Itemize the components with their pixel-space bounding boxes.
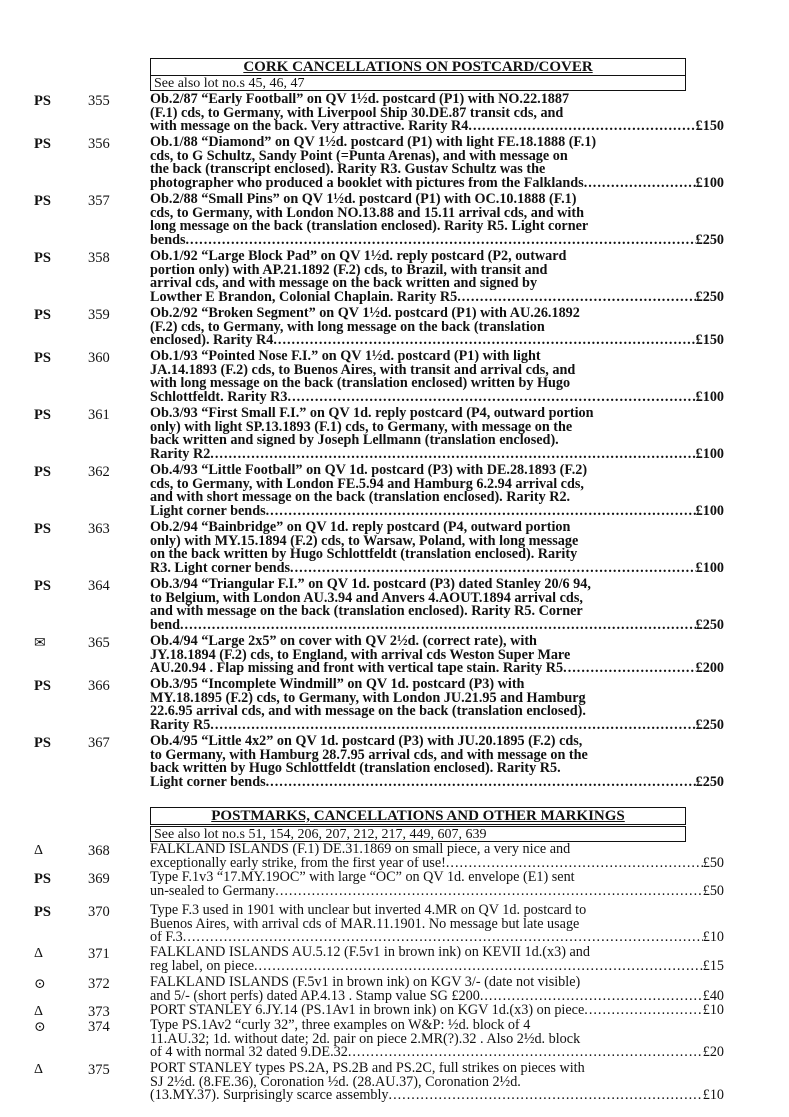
description-line: Ob.3/95 “Incomplete Windmill” on QV 1d. postcard (P3) with — [150, 678, 525, 692]
description-line: to Belgium, with London AU.3.94 and Anvers 4.AOUT.1894 arrival cds, — [150, 591, 583, 605]
lot-code: PS — [34, 871, 51, 887]
lot-price: £10 — [702, 931, 724, 945]
lot-description — [150, 1019, 724, 1060]
lot-code: PS — [34, 904, 51, 920]
leader-dots — [210, 719, 695, 733]
description-line: Ob.2/88 “Small Pins” on QV 1½d. postcard (P1) with OC.10.1888 (F.1) — [150, 193, 577, 207]
lot-price: £200 — [695, 662, 724, 676]
lot-number: 374 — [88, 1019, 110, 1035]
lot-description — [150, 521, 724, 575]
lot-symbol-icon: ✉ — [34, 636, 46, 651]
lot-description — [150, 635, 724, 676]
description-line: (13.MY.37). Surprisingly scarce assembly — [150, 1089, 389, 1103]
lot-symbol-icon: Δ — [34, 946, 44, 961]
lot-number: 359 — [88, 307, 110, 323]
description-line: and with message on the back (translation enclosed). Rarity R5. Corner — [150, 605, 583, 619]
description-line: bends — [150, 233, 186, 247]
description-line: exceptionally early strike, from the first year of use! — [150, 856, 446, 870]
lot-number: 365 — [88, 635, 110, 651]
description-line: 22.6.95 arrival cds, and with message on the back (translation enclosed). — [150, 705, 586, 719]
description-line: Light corner bends — [150, 775, 266, 789]
description-line: of 4 with normal 32 dated 9.DE.32 — [150, 1046, 348, 1060]
description-line: JY.18.1894 (F.2) cds, to England, with arrival cds Weston Super Mare — [150, 648, 571, 662]
description-line: Ob.1/92 “Large Block Pad” on QV 1½d. reply postcard (P2, outward — [150, 250, 567, 264]
lot-description — [150, 578, 724, 632]
leader-dots — [180, 619, 696, 633]
lot-price: £15 — [702, 959, 724, 973]
description-line: cds, to Germany, with London FE.5.94 and Hamburg 6.2.94 arrival cds, — [150, 477, 584, 491]
lot-description — [150, 1062, 724, 1103]
lot-number: 368 — [88, 843, 110, 859]
leader-dots — [186, 234, 696, 248]
lot-code: PS — [34, 464, 51, 480]
lot-description — [150, 350, 724, 404]
leader-dots — [584, 1004, 702, 1018]
leader-dots — [290, 562, 696, 576]
lot-description — [150, 193, 724, 247]
description-line: Light corner bends — [150, 504, 266, 518]
lot-price: £50 — [702, 856, 724, 870]
lot-code: PS — [34, 136, 51, 152]
lot-price: £40 — [702, 989, 724, 1003]
lot-description — [150, 678, 724, 732]
description-line: Ob.3/93 “First Small F.I.” on QV 1d. reply postcard (P4, outward portion — [150, 407, 594, 421]
leader-dots — [563, 662, 695, 676]
lot-price: £100 — [695, 561, 724, 575]
lot-description — [150, 250, 724, 304]
description-line: back written by Hugo Schlottfeldt (translation enclosed). Rarity R5. — [150, 762, 561, 776]
description-line: long message on the back (translation enclosed). Rarity R5. Light corner — [150, 220, 589, 234]
lot-price: £250 — [695, 290, 724, 304]
description-line: and with short message on the back (translation enclosed). Rarity R2. — [150, 491, 571, 505]
lot-price: £100 — [695, 176, 724, 190]
description-line: Ob.1/88 “Diamond” on QV 1½d. postcard (P1) with light FE.18.1888 (F.1) — [150, 136, 597, 150]
lot-number: 369 — [88, 871, 110, 887]
description-line: Rarity R2 — [150, 447, 211, 461]
description-line: only) with MY.15.1894 (F.2) cds, to Warsaw, Poland, with long message — [150, 534, 579, 548]
description-line: cds, to G Schultz, Sandy Point (=Punta Arenas), and with message on — [150, 149, 568, 163]
description-line: portion only) with AP.21.1892 (F.2) cds, to Brazil, with transit and — [150, 263, 548, 277]
lot-price: £250 — [695, 775, 724, 789]
description-line: only) with light SP.13.1893 (F.1) cds, to Germany, with message on the — [150, 420, 573, 434]
lot-price: £100 — [695, 504, 724, 518]
lot-description — [150, 976, 724, 1003]
leader-dots — [480, 990, 703, 1004]
lot-price: £250 — [695, 233, 724, 247]
description-line: bend — [150, 618, 180, 632]
description-line: cds, to Germany, with London NO.13.88 and 15.11 arrival cds, and with — [150, 206, 584, 220]
description-line: FALKLAND ISLANDS AU.5.12 (F.5v1 in brown ink) on KEVII 1d.(x3) and — [150, 946, 590, 960]
description-line: Ob.2/92 “Broken Segment” on QV 1½d. postcard (P1) with AU.26.1892 — [150, 307, 580, 321]
lot-price: £250 — [695, 718, 724, 732]
lot-symbol-icon: ⊙ — [34, 1020, 46, 1035]
lot-number: 356 — [88, 136, 110, 152]
leader-dots — [584, 177, 696, 191]
lot-symbol-icon: Δ — [34, 1004, 44, 1019]
leader-dots — [446, 857, 703, 871]
lot-number: 361 — [88, 407, 110, 423]
lot-price: £100 — [695, 390, 724, 404]
lot-price: £20 — [702, 1046, 724, 1060]
see-also-postmarks: See also lot no.s 51, 154, 206, 207, 212, 217, 449, 607, 639 — [150, 826, 686, 842]
leader-dots — [266, 505, 696, 519]
lot-price: £100 — [695, 447, 724, 461]
description-line: Type PS.1Av2 “curly 32”, three examples on W&P: ½d. block of 4 — [150, 1019, 531, 1033]
lot-description — [150, 136, 724, 190]
description-line: arrival cds, and with message on the back written and signed by — [150, 277, 538, 291]
description-line: R3. Light corner bends — [150, 561, 291, 575]
lot-number: 373 — [88, 1004, 110, 1020]
description-line: PORT STANLEY types PS.2A, PS.2B and PS.2C, full strikes on pieces with — [150, 1062, 585, 1076]
lot-number: 366 — [88, 678, 110, 694]
lot-number: 360 — [88, 350, 110, 366]
description-line: Schlottfeldt. Rarity R3 — [150, 390, 288, 404]
lot-description — [150, 307, 724, 348]
description-line: (F.1) cds, to Germany, with Liverpool Ship 30.DE.87 transit cds, and — [150, 106, 564, 120]
lot-code: PS — [34, 521, 51, 537]
lot-code: PS — [34, 678, 51, 694]
description-line: on the back written by Hugo Schlottfeldt (translation enclosed). Rarity — [150, 548, 578, 562]
description-line: Ob.2/94 “Bainbridge” on QV 1d. reply postcard (P4, outward portion — [150, 521, 571, 535]
lot-code: PS — [34, 250, 51, 266]
description-line: Ob.2/87 “Early Football” on QV 1½d. postcard (P1) with NO.22.1887 — [150, 93, 570, 107]
lot-description — [150, 946, 724, 973]
description-line: SJ 2½d. (8.FE.36), Coronation ½d. (28.AU.37), Coronation 2½d. — [150, 1075, 521, 1089]
description-line: un-sealed to Germany — [150, 884, 276, 898]
lot-symbol-icon: ⊙ — [34, 977, 46, 992]
lot-description — [150, 93, 724, 134]
lot-description — [150, 904, 724, 945]
lot-description — [150, 871, 724, 898]
lot-number: 358 — [88, 250, 110, 266]
lot-description — [150, 407, 724, 461]
description-line: with long message on the back (translation enclosed) written by Hugo — [150, 377, 571, 391]
description-line: Lowther E Brandon, Colonial Chaplain. Rarity R5 — [150, 290, 458, 304]
lot-code: PS — [34, 307, 51, 323]
lot-number: 367 — [88, 735, 110, 751]
description-line: reg label, on piece — [150, 959, 254, 973]
description-line: the back (transcript enclosed). Rarity R3. Gustav Schultz was the — [150, 163, 546, 177]
leader-dots — [275, 885, 702, 899]
lot-price: £10 — [702, 1089, 724, 1103]
lot-symbol-icon: Δ — [34, 843, 44, 858]
lot-description — [150, 735, 724, 789]
lot-price: £10 — [702, 1004, 724, 1018]
lot-description — [150, 1004, 724, 1018]
description-line: JA.14.1893 (F.2) cds, to Buenos Aires, with transit and arrival cds, and — [150, 363, 576, 377]
description-line: PORT STANLEY 6.JY.14 (PS.1Av1 in brown ink) on KGV 1d.(x3) on piece — [150, 1004, 585, 1018]
description-line: 11.AU.32; 1d. without date; 2d. pair on piece 2.MR(?).32 . Also 2½d. block — [150, 1032, 581, 1046]
description-line: FALKLAND ISLANDS (F.5v1 in brown ink) on KGV 3/- (date not visible) — [150, 976, 581, 990]
leader-dots — [348, 1046, 703, 1060]
description-line: enclosed). Rarity R4 — [150, 334, 274, 348]
lot-number: 362 — [88, 464, 110, 480]
lot-price: £50 — [702, 884, 724, 898]
lot-symbol-icon: Δ — [34, 1062, 44, 1077]
description-line: AU.20.94 . Flap missing and front with vertical tape stain. Rarity R5 — [150, 662, 564, 676]
lot-code: PS — [34, 407, 51, 423]
description-line: and 5/- (short perfs) dated AP.4.13 . Stamp value SG £200 — [150, 989, 480, 1003]
lot-price: £250 — [695, 618, 724, 632]
lot-number: 371 — [88, 946, 110, 962]
description-line: Type F.3 used in 1901 with unclear but inverted 4.MR on QV 1d. postcard to — [150, 904, 587, 918]
description-line: Ob.3/94 “Triangular F.I.” on QV 1d. postcard (P3) dated Stanley 20/6 94, — [150, 578, 591, 592]
see-also-cork: See also lot no.s 45, 46, 47 — [150, 75, 686, 91]
lot-number: 355 — [88, 93, 110, 109]
description-line: with message on the back. Very attractive. Rarity R4 — [150, 120, 469, 134]
description-line: Type F.1v3 “17.MY.19OC” with large “OC” on QV 1d. envelope (E1) sent — [150, 871, 575, 885]
leader-dots — [468, 120, 695, 134]
description-line: (F.2) cds, to Germany, with long message on the back (translation — [150, 320, 545, 334]
description-line: of F.3 — [150, 931, 183, 945]
description-line: photographer who produced a booklet with pictures from the Falklands — [150, 176, 584, 190]
lot-number: 375 — [88, 1062, 110, 1078]
lot-description — [150, 843, 724, 870]
description-line: Ob.4/95 “Little 4x2” on QV 1d. postcard (P3) with JU.20.1895 (F.2) cds, — [150, 735, 583, 749]
lot-code: PS — [34, 735, 51, 751]
section-title-postmarks: POSTMARKS, CANCELLATIONS AND OTHER MARKINGS — [150, 807, 686, 825]
lot-number: 363 — [88, 521, 110, 537]
lot-description — [150, 464, 724, 518]
lot-price: £150 — [695, 120, 724, 134]
leader-dots — [210, 448, 695, 462]
lot-price: £150 — [695, 334, 724, 348]
description-line: Buenos Aires, with arrival cds of MAR.11.1901. No message but late usage — [150, 917, 580, 931]
leader-dots — [288, 391, 696, 405]
lot-number: 372 — [88, 976, 110, 992]
leader-dots — [273, 334, 695, 348]
leader-dots — [389, 1089, 703, 1103]
lot-number: 357 — [88, 193, 110, 209]
description-line: Rarity R5 — [150, 718, 211, 732]
description-line: Ob.4/93 “Little Football” on QV 1d. postcard (P3) with DE.28.1893 (F.2) — [150, 464, 588, 478]
lot-code: PS — [34, 578, 51, 594]
description-line: Ob.1/93 “Pointed Nose F.I.” on QV 1½d. postcard (P1) with light — [150, 350, 541, 364]
lot-code: PS — [34, 93, 51, 109]
lot-code: PS — [34, 350, 51, 366]
section-title-cork: CORK CANCELLATIONS ON POSTCARD/COVER — [150, 58, 686, 76]
description-line: MY.18.1895 (F.2) cds, to Germany, with London JU.21.95 and Hamburg — [150, 691, 586, 705]
leader-dots — [266, 776, 696, 790]
description-line: back written and signed by Joseph Lellmann (translation enclosed). — [150, 434, 559, 448]
lot-code: PS — [34, 193, 51, 209]
description-line: FALKLAND ISLANDS (F.1) DE.31.1869 on small piece, a very nice and — [150, 843, 571, 857]
description-line: Ob.4/94 “Large 2x5” on cover with QV 2½d. (correct rate), with — [150, 635, 537, 649]
lot-number: 370 — [88, 904, 110, 920]
leader-dots — [457, 291, 695, 305]
leader-dots — [183, 931, 703, 945]
lot-number: 364 — [88, 578, 110, 594]
description-line: to Germany, with Hamburg 28.7.95 arrival cds, and with message on the — [150, 748, 588, 762]
leader-dots — [254, 960, 703, 974]
